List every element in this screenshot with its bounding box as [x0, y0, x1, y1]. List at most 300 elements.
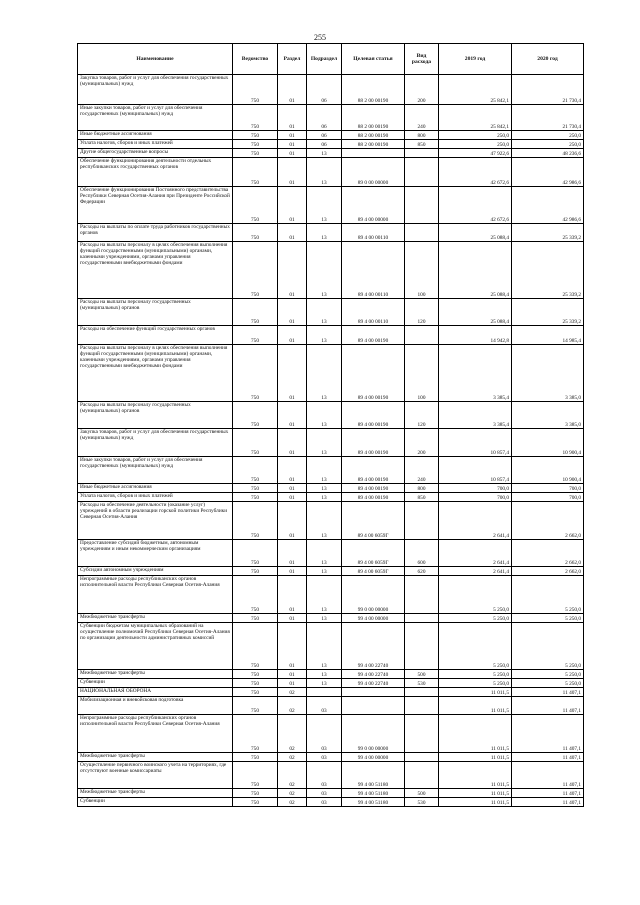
cell-name: Межбюджетные трансферты: [78, 670, 233, 679]
cell-target-article: 88 2 00 00190: [342, 140, 405, 149]
cell-subsection: 03: [307, 753, 342, 762]
cell-section: 01: [278, 623, 307, 670]
cell-section: 01: [278, 540, 307, 567]
cell-year-2019: 11 011,5: [439, 697, 512, 715]
cell-name: Уплата налогов, сборов и иных платежей: [78, 140, 233, 149]
cell-target-article: 89 0 00 00000: [342, 158, 405, 187]
cell-target-article: 88 2 00 00190: [342, 75, 405, 105]
cell-subsection: 13: [307, 493, 342, 502]
cell-subsection: 13: [307, 484, 342, 493]
cell-name: Субсидии автономным учреждениям: [78, 567, 233, 576]
cell-name: Расходы на обеспечение деятельности (оказание услуг) учреждений в области реализации горской политики Республики Северная Осетия-Алания: [78, 502, 233, 540]
cell-year-2019: 11 011,5: [439, 798, 512, 807]
header-department: Ведомство: [233, 44, 278, 75]
table-row: [78, 187, 584, 224]
cell-year-2020: 21 730,4: [512, 75, 584, 105]
cell-target-article: 89 4 00 00190: [342, 484, 405, 493]
cell-target-article: 89 4 00 6059Г: [342, 502, 405, 540]
cell-section: 01: [278, 679, 307, 688]
cell-target-article: 89 4 00 00190: [342, 345, 405, 402]
cell-subsection: 13: [307, 540, 342, 567]
cell-expense-type: [405, 614, 439, 623]
cell-department: 750: [233, 540, 278, 567]
cell-year-2020: 3 385,0: [512, 345, 584, 402]
cell-name: НАЦИОНАЛЬНАЯ ОБОРОНА: [78, 688, 233, 697]
table-row: [78, 149, 584, 158]
cell-name: Межбюджетные трансферты: [78, 789, 233, 798]
cell-expense-type: [405, 502, 439, 540]
cell-year-2020: 25 339,2: [512, 224, 584, 242]
table-row: [78, 158, 584, 187]
cell-expense-type: 620: [405, 567, 439, 576]
cell-name: Расходы на выплаты персоналу в целях обеспечения выполнения функций государственными (муниципальными) органами, казенными учреждениями, органами управления государственными внебюджетными фондами: [78, 242, 233, 299]
cell-year-2020: 11 407,1: [512, 789, 584, 798]
cell-expense-type: 240: [405, 457, 439, 484]
cell-section: 01: [278, 326, 307, 345]
cell-department: 750: [233, 762, 278, 789]
cell-subsection: 13: [307, 326, 342, 345]
cell-year-2019: 5 250,0: [439, 614, 512, 623]
table-header-row: [78, 44, 584, 75]
cell-department: 750: [233, 149, 278, 158]
cell-year-2019: 2 641,4: [439, 540, 512, 567]
cell-department: 750: [233, 429, 278, 457]
cell-year-2019: 11 011,5: [439, 753, 512, 762]
cell-expense-type: [405, 688, 439, 697]
cell-target-article: 99 4 00 51180: [342, 798, 405, 807]
cell-year-2019: 700,0: [439, 484, 512, 493]
table-row: [78, 105, 584, 131]
cell-expense-type: 600: [405, 540, 439, 567]
cell-expense-type: [405, 224, 439, 242]
cell-name: Обеспечение функционирования Постоянного представительства Республики Северная Осетия-Алания при Президенте Российской Федерации: [78, 187, 233, 224]
table-body: [78, 75, 584, 807]
cell-target-article: 89 4 00 00190: [342, 429, 405, 457]
cell-expense-type: 200: [405, 429, 439, 457]
cell-year-2019: 10 857,4: [439, 429, 512, 457]
cell-year-2020: 700,0: [512, 493, 584, 502]
header-name: Наименование: [78, 44, 233, 75]
table-row: [78, 326, 584, 345]
cell-department: 750: [233, 402, 278, 429]
table-row: [78, 224, 584, 242]
cell-section: 01: [278, 105, 307, 131]
cell-expense-type: [405, 187, 439, 224]
cell-expense-type: 500: [405, 789, 439, 798]
cell-year-2020: 5 250,0: [512, 614, 584, 623]
cell-subsection: 13: [307, 429, 342, 457]
cell-expense-type: 850: [405, 140, 439, 149]
cell-year-2020: 14 985,4: [512, 326, 584, 345]
cell-target-article: 99 4 00 22740: [342, 679, 405, 688]
page-number: 255: [314, 33, 326, 42]
cell-section: 01: [278, 299, 307, 326]
cell-subsection: 13: [307, 299, 342, 326]
cell-department: 750: [233, 697, 278, 715]
cell-subsection: 13: [307, 224, 342, 242]
cell-section: 02: [278, 798, 307, 807]
cell-expense-type: [405, 762, 439, 789]
cell-section: 01: [278, 75, 307, 105]
table-row: [78, 299, 584, 326]
cell-expense-type: 100: [405, 345, 439, 402]
cell-department: 750: [233, 567, 278, 576]
cell-year-2019: 14 942,8: [439, 326, 512, 345]
cell-year-2019: 10 857,4: [439, 457, 512, 484]
cell-year-2019: 2 641,4: [439, 502, 512, 540]
cell-expense-type: 800: [405, 131, 439, 140]
cell-expense-type: 120: [405, 402, 439, 429]
cell-subsection: 13: [307, 457, 342, 484]
cell-name: Обеспечение функционирования деятельности отдельных республиканских государственных органов: [78, 158, 233, 187]
cell-section: 01: [278, 140, 307, 149]
cell-section: 01: [278, 502, 307, 540]
cell-expense-type: [405, 753, 439, 762]
header-year-2020: 2020 год: [512, 44, 584, 75]
cell-department: 750: [233, 187, 278, 224]
table-row: [78, 567, 584, 576]
cell-expense-type: 530: [405, 679, 439, 688]
table-row: [78, 131, 584, 140]
cell-year-2020: 11 407,1: [512, 798, 584, 807]
table-row: [78, 457, 584, 484]
cell-subsection: 13: [307, 679, 342, 688]
table-row: [78, 345, 584, 402]
cell-year-2020: 5 250,0: [512, 576, 584, 614]
cell-year-2020: 700,0: [512, 484, 584, 493]
cell-department: 750: [233, 242, 278, 299]
cell-subsection: 13: [307, 567, 342, 576]
cell-department: 750: [233, 299, 278, 326]
cell-target-article: 89 4 00 00110: [342, 299, 405, 326]
cell-subsection: [307, 688, 342, 697]
cell-target-article: [342, 688, 405, 697]
cell-department: 750: [233, 670, 278, 679]
table-row: [78, 762, 584, 789]
cell-name: Уплата налогов, сборов и иных платежей: [78, 493, 233, 502]
cell-subsection: 13: [307, 670, 342, 679]
cell-name: Субвенции бюджетам муниципальных образований на осуществление полномочий Республики Северная Осетия-Алания по организации деятельности административных комиссий: [78, 623, 233, 670]
table-row: [78, 429, 584, 457]
cell-year-2019: 42 672,6: [439, 158, 512, 187]
cell-year-2020: 10 900,4: [512, 429, 584, 457]
cell-name: Закупка товаров, работ и услуг для обеспечения государственных (муниципальных) нужд: [78, 75, 233, 105]
header-subsection: Подраздел: [307, 44, 342, 75]
header-target-article: Целевая статья: [342, 44, 405, 75]
table-row: [78, 540, 584, 567]
cell-year-2020: 11 407,1: [512, 762, 584, 789]
cell-name: Субвенции: [78, 679, 233, 688]
cell-year-2019: 5 250,0: [439, 623, 512, 670]
cell-section: 01: [278, 131, 307, 140]
cell-subsection: 13: [307, 623, 342, 670]
cell-target-article: 88 2 00 00190: [342, 131, 405, 140]
cell-name: Иные бюджетные ассигнования: [78, 484, 233, 493]
cell-department: 750: [233, 158, 278, 187]
cell-expense-type: 240: [405, 105, 439, 131]
cell-department: 750: [233, 484, 278, 493]
cell-year-2020: 10 900,4: [512, 457, 584, 484]
cell-section: 01: [278, 345, 307, 402]
cell-name: Предоставление субсидий бюджетным, автономным учреждениям и иным некоммерческим организациям: [78, 540, 233, 567]
table-row: [78, 715, 584, 753]
cell-name: Мобилизационная и вневойсковая подготовка: [78, 697, 233, 715]
cell-name: Расходы на обеспечение функций государственных органов: [78, 326, 233, 345]
cell-section: 01: [278, 242, 307, 299]
cell-expense-type: [405, 576, 439, 614]
cell-section: 01: [278, 670, 307, 679]
cell-subsection: 13: [307, 502, 342, 540]
cell-year-2019: 250,0: [439, 131, 512, 140]
cell-section: 02: [278, 789, 307, 798]
cell-subsection: 13: [307, 614, 342, 623]
cell-target-article: 99 4 00 00000: [342, 614, 405, 623]
cell-subsection: 13: [307, 345, 342, 402]
cell-year-2019: 25 088,4: [439, 242, 512, 299]
cell-department: 750: [233, 614, 278, 623]
cell-expense-type: [405, 158, 439, 187]
cell-year-2020: 21 730,4: [512, 105, 584, 131]
cell-year-2019: 2 641,4: [439, 567, 512, 576]
cell-section: 02: [278, 688, 307, 697]
cell-year-2019: 11 011,5: [439, 789, 512, 798]
cell-subsection: 06: [307, 105, 342, 131]
cell-year-2020: 25 339,2: [512, 299, 584, 326]
cell-year-2020: 2 662,0: [512, 567, 584, 576]
cell-section: 02: [278, 697, 307, 715]
table-row: [78, 697, 584, 715]
cell-subsection: 06: [307, 131, 342, 140]
cell-subsection: 03: [307, 798, 342, 807]
cell-name: Иные бюджетные ассигнования: [78, 131, 233, 140]
cell-name: Межбюджетные трансферты: [78, 614, 233, 623]
cell-subsection: 13: [307, 158, 342, 187]
cell-target-article: 89 4 00 00190: [342, 493, 405, 502]
cell-name: Другие общегосударственные вопросы: [78, 149, 233, 158]
cell-section: 01: [278, 567, 307, 576]
cell-subsection: 03: [307, 715, 342, 753]
cell-name: Расходы на выплаты персоналу государственных (муниципальных) органов: [78, 299, 233, 326]
cell-target-article: 89 4 00 00190: [342, 326, 405, 345]
cell-year-2020: 48 236,6: [512, 149, 584, 158]
cell-year-2020: 42 986,6: [512, 158, 584, 187]
cell-target-article: 99 4 00 22740: [342, 623, 405, 670]
table-row: [78, 484, 584, 493]
budget-table: [77, 43, 584, 807]
cell-expense-type: 800: [405, 484, 439, 493]
cell-name: Непрограммные расходы республиканских органов исполнительной власти Республики Северная Осетия-Алания: [78, 715, 233, 753]
cell-expense-type: [405, 715, 439, 753]
table-row: [78, 493, 584, 502]
cell-year-2020: 5 250,0: [512, 623, 584, 670]
cell-year-2020: 11 407,1: [512, 715, 584, 753]
cell-target-article: 89 4 00 6059Г: [342, 540, 405, 567]
cell-target-article: 89 4 00 6059Г: [342, 567, 405, 576]
cell-target-article: 99 0 00 00000: [342, 715, 405, 753]
cell-year-2019: 3 385,4: [439, 402, 512, 429]
table-row: [78, 623, 584, 670]
header-expense-type: Вид расхода: [405, 44, 439, 75]
cell-year-2019: 11 011,5: [439, 715, 512, 753]
cell-expense-type: [405, 149, 439, 158]
cell-target-article: 99 4 00 51180: [342, 762, 405, 789]
cell-department: 750: [233, 502, 278, 540]
table-row: [78, 789, 584, 798]
cell-year-2020: 250,0: [512, 131, 584, 140]
cell-expense-type: 200: [405, 75, 439, 105]
cell-name: Иные закупки товаров, работ и услуг для обеспечения государственных (муниципальных) нужд: [78, 105, 233, 131]
cell-year-2020: 2 662,0: [512, 502, 584, 540]
cell-target-article: 88 2 00 00190: [342, 105, 405, 131]
cell-year-2020: 250,0: [512, 140, 584, 149]
cell-department: 750: [233, 679, 278, 688]
cell-department: 750: [233, 140, 278, 149]
cell-section: 01: [278, 457, 307, 484]
cell-name: Иные закупки товаров, работ и услуг для обеспечения государственных (муниципальных) нужд: [78, 457, 233, 484]
cell-name: Расходы на выплаты персоналу государственных (муниципальных) органов: [78, 402, 233, 429]
cell-department: 750: [233, 131, 278, 140]
cell-year-2019: 11 011,5: [439, 688, 512, 697]
cell-department: 750: [233, 688, 278, 697]
cell-section: 02: [278, 753, 307, 762]
cell-target-article: 99 4 00 22740: [342, 670, 405, 679]
table-row: [78, 798, 584, 807]
cell-subsection: 13: [307, 149, 342, 158]
cell-target-article: 89 4 00 00110: [342, 242, 405, 299]
cell-section: 01: [278, 402, 307, 429]
cell-year-2020: 5 250,0: [512, 670, 584, 679]
cell-target-article: 89 4 00 00190: [342, 402, 405, 429]
cell-department: 750: [233, 789, 278, 798]
table-row: [78, 242, 584, 299]
cell-expense-type: 530: [405, 798, 439, 807]
cell-subsection: 03: [307, 697, 342, 715]
cell-department: 750: [233, 623, 278, 670]
cell-expense-type: 500: [405, 670, 439, 679]
cell-section: 01: [278, 429, 307, 457]
cell-section: 01: [278, 224, 307, 242]
header-year-2019: 2019 год: [439, 44, 512, 75]
cell-year-2020: 2 662,0: [512, 540, 584, 567]
table-row: [78, 140, 584, 149]
cell-year-2019: 250,0: [439, 140, 512, 149]
cell-year-2019: 42 672,6: [439, 187, 512, 224]
cell-target-article: 99 4 00 51180: [342, 789, 405, 798]
cell-year-2019: 700,0: [439, 493, 512, 502]
table-row: [78, 753, 584, 762]
cell-year-2019: 47 922,6: [439, 149, 512, 158]
cell-department: 750: [233, 224, 278, 242]
cell-year-2019: 5 250,0: [439, 679, 512, 688]
table-row: [78, 502, 584, 540]
cell-target-article: 89 4 00 00110: [342, 224, 405, 242]
cell-year-2019: 5 250,0: [439, 670, 512, 679]
cell-section: 01: [278, 158, 307, 187]
cell-year-2020: 11 407,1: [512, 753, 584, 762]
cell-department: 750: [233, 576, 278, 614]
table-row: [78, 670, 584, 679]
table-row: [78, 614, 584, 623]
cell-year-2019: 5 250,0: [439, 576, 512, 614]
cell-name: Субвенции: [78, 798, 233, 807]
cell-name: Межбюджетные трансферты: [78, 753, 233, 762]
table-row: [78, 75, 584, 105]
cell-year-2019: 25 088,4: [439, 299, 512, 326]
cell-year-2019: 3 385,4: [439, 345, 512, 402]
cell-subsection: 03: [307, 762, 342, 789]
cell-department: 750: [233, 753, 278, 762]
cell-year-2019: 25 088,4: [439, 224, 512, 242]
cell-expense-type: 100: [405, 242, 439, 299]
cell-department: 750: [233, 326, 278, 345]
cell-year-2020: 5 250,0: [512, 679, 584, 688]
cell-year-2020: 3 385,0: [512, 402, 584, 429]
header-section: Раздел: [278, 44, 307, 75]
cell-subsection: 13: [307, 242, 342, 299]
cell-target-article: 89 4 00 00000: [342, 187, 405, 224]
cell-year-2020: 11 407,1: [512, 697, 584, 715]
table-row: [78, 576, 584, 614]
cell-department: 750: [233, 798, 278, 807]
cell-target-article: 89 4 00 00190: [342, 457, 405, 484]
cell-section: 01: [278, 149, 307, 158]
cell-expense-type: 120: [405, 299, 439, 326]
cell-section: 01: [278, 493, 307, 502]
cell-section: 02: [278, 715, 307, 753]
cell-subsection: 13: [307, 402, 342, 429]
cell-target-article: [342, 697, 405, 715]
cell-name: Осуществление первичного воинского учета на территориях, где отсутствуют военные комиссариаты: [78, 762, 233, 789]
cell-section: 01: [278, 484, 307, 493]
cell-department: 750: [233, 457, 278, 484]
cell-expense-type: [405, 326, 439, 345]
cell-target-article: 99 0 00 00000: [342, 576, 405, 614]
cell-subsection: 06: [307, 140, 342, 149]
cell-department: 750: [233, 493, 278, 502]
cell-target-article: 99 4 00 00000: [342, 753, 405, 762]
cell-subsection: 13: [307, 576, 342, 614]
cell-section: 01: [278, 187, 307, 224]
table-row: [78, 402, 584, 429]
cell-section: 02: [278, 762, 307, 789]
table-row: [78, 688, 584, 697]
cell-subsection: 13: [307, 187, 342, 224]
cell-year-2019: 25 842,1: [439, 105, 512, 131]
cell-expense-type: [405, 697, 439, 715]
cell-expense-type: [405, 623, 439, 670]
cell-year-2020: 25 339,2: [512, 242, 584, 299]
cell-name: Расходы на выплаты по оплате труда работников государственных органов: [78, 224, 233, 242]
cell-expense-type: 850: [405, 493, 439, 502]
cell-target-article: [342, 149, 405, 158]
cell-department: 750: [233, 75, 278, 105]
cell-section: 01: [278, 576, 307, 614]
cell-section: 01: [278, 614, 307, 623]
table-row: [78, 679, 584, 688]
cell-name: Расходы на выплаты персоналу в целях обеспечения выполнения функций государственными (муниципальными) органами, казенными учреждениями, органами управления государственными внебюджетными фондами: [78, 345, 233, 402]
cell-year-2019: 25 842,1: [439, 75, 512, 105]
cell-year-2020: 11 407,1: [512, 688, 584, 697]
cell-name: Закупка товаров, работ и услуг для обеспечения государственных (муниципальных) нужд: [78, 429, 233, 457]
cell-subsection: 06: [307, 75, 342, 105]
cell-name: Непрограммные расходы республиканских органов исполнительной власти Республики Северная Осетия-Алания: [78, 576, 233, 614]
cell-subsection: 03: [307, 789, 342, 798]
cell-department: 750: [233, 715, 278, 753]
cell-department: 750: [233, 345, 278, 402]
cell-year-2019: 11 011,5: [439, 762, 512, 789]
cell-department: 750: [233, 105, 278, 131]
cell-year-2020: 42 986,6: [512, 187, 584, 224]
